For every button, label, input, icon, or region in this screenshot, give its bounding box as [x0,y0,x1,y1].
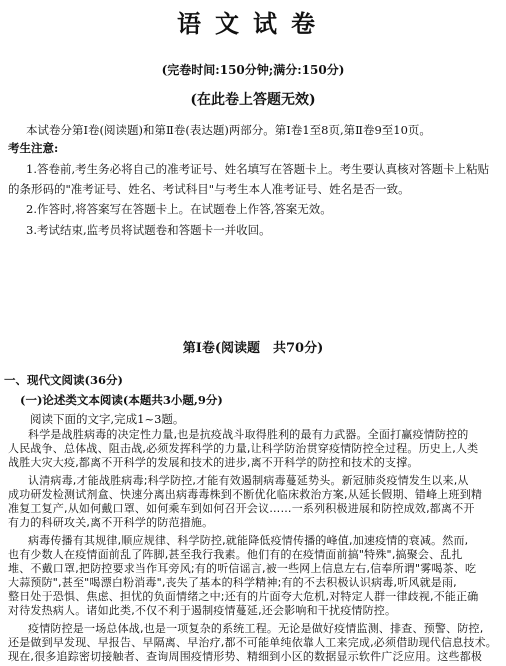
passage-line: 战胜大灾大疫,都离不开科学的发展和技术的进步,离不开科学的防控和技术的支撑。 [8,456,419,469]
passage-line: 现在,很多追踪密切接触者、查询周围疫情形势、精细到小区的数据显示软件广泛应用。这些都极 [8,650,483,663]
subpart-heading: (一)论述类文本阅读(本题共3小题,9分) [20,393,223,407]
passage-line: 成功研发检测试剂盒、快速分离出病毒毒株到不断优化临床救治方案,从延长假期、错峰上班到精 [8,488,483,501]
notice-line: 3.考试结束,监考员将试题卷和答题卡一并收回。 [26,223,271,237]
page-title: 语文试卷 [177,9,329,38]
answer-invalid-note: (在此卷上答题无效) [190,92,316,108]
notice-line: 1.答卷前,考生务必将自己的准考证号、姓名填写在答题卡上。考生要认真核对答题卡上粘贴 [26,162,490,176]
passage-line: 还是做到早发现、早报告、早隔离、早治疗,都不可能单纯依靠人工来完成,必须借助现代信息技术。 [8,636,497,649]
passage-line: 科学是战胜病毒的决定性力量,也是抗疫战斗取得胜利的最有力武器。全面打赢疫情防控的 [28,428,469,441]
passage-line: 对待发热病人。诸如此类,不仅不利于遏制疫情蔓延,还会影响和干扰疫情防控。 [8,604,397,617]
notice-line: 2.作答时,将答案写在答题卡上。在试题卷上作答,答案无效。 [26,202,332,216]
passage-line: 疫情防控是一场总体战,也是一项复杂的系统工程。无论是做好疫情监测、排查、预警、防控, [28,622,484,635]
passage-line: 也有少数人在疫情面前乱了阵脚,甚至我行我素。他们有的在疫情面前搞"特殊",搞聚会、乱扎 [8,548,463,561]
passage-line: 有力的科研攻关,离不开科学的防范措施。 [8,516,214,529]
passage-line: 人民战争、总体战、阻击战,必须发挥科学的力量,让科学防治贯穿疫情防控全过程。历史上,人类 [8,442,479,455]
notice-line: 的条形码的"准考证号、姓名、考试科目"与考生本人准考证号、姓名是否一致。 [8,182,410,196]
section-heading: 第Ⅰ卷(阅读题 共70分) [182,341,324,356]
passage-line: 病毒传播有其规律,顺应规律、科学防控,就能降低疫情传播的峰值,加速疫情的衰减。然而, [28,534,469,547]
reading-instruction: 阅读下面的文字,完成1~3题。 [30,412,185,426]
passage-line: 整日处于恐惧、焦虑、担忧的负面情绪之中;还有的片面夸大危机,对特定人群一律歧视,不能正确 [8,590,479,603]
passage-line: 堆、不戴口罩,把防控要求当作耳旁风;有的听信谣言,被一些网上信息左右,信奉所谓"雾喝茶、吃 [8,562,477,575]
passage-line: 认清病毒,才能战胜病毒;科学防控,才能有效遏制病毒蔓延势头。新冠肺炎疫情发生以来,从 [28,474,469,487]
exam-time-score: (完卷时间:150分钟;满分:150分) [161,63,345,77]
passage-line: 准复工复产,从如何戴口罩、如何乘车到如何召开会议……一系列积极进展和防控成效,都离不开 [8,502,475,515]
intro-text: 本试卷分第Ⅰ卷(阅读题)和第Ⅱ卷(表达题)两部分。第Ⅰ卷1至8页,第Ⅱ卷9至10页。 [26,123,431,137]
part-heading: 一、现代文阅读(36分) [4,373,123,387]
notice-label: 考生注意: [8,141,59,155]
passage-line: 大蒜预防",甚至"喝漂白粉消毒",丧失了基本的科学精神;有的不去积极认识病毒,听风就是雨, [8,576,457,589]
